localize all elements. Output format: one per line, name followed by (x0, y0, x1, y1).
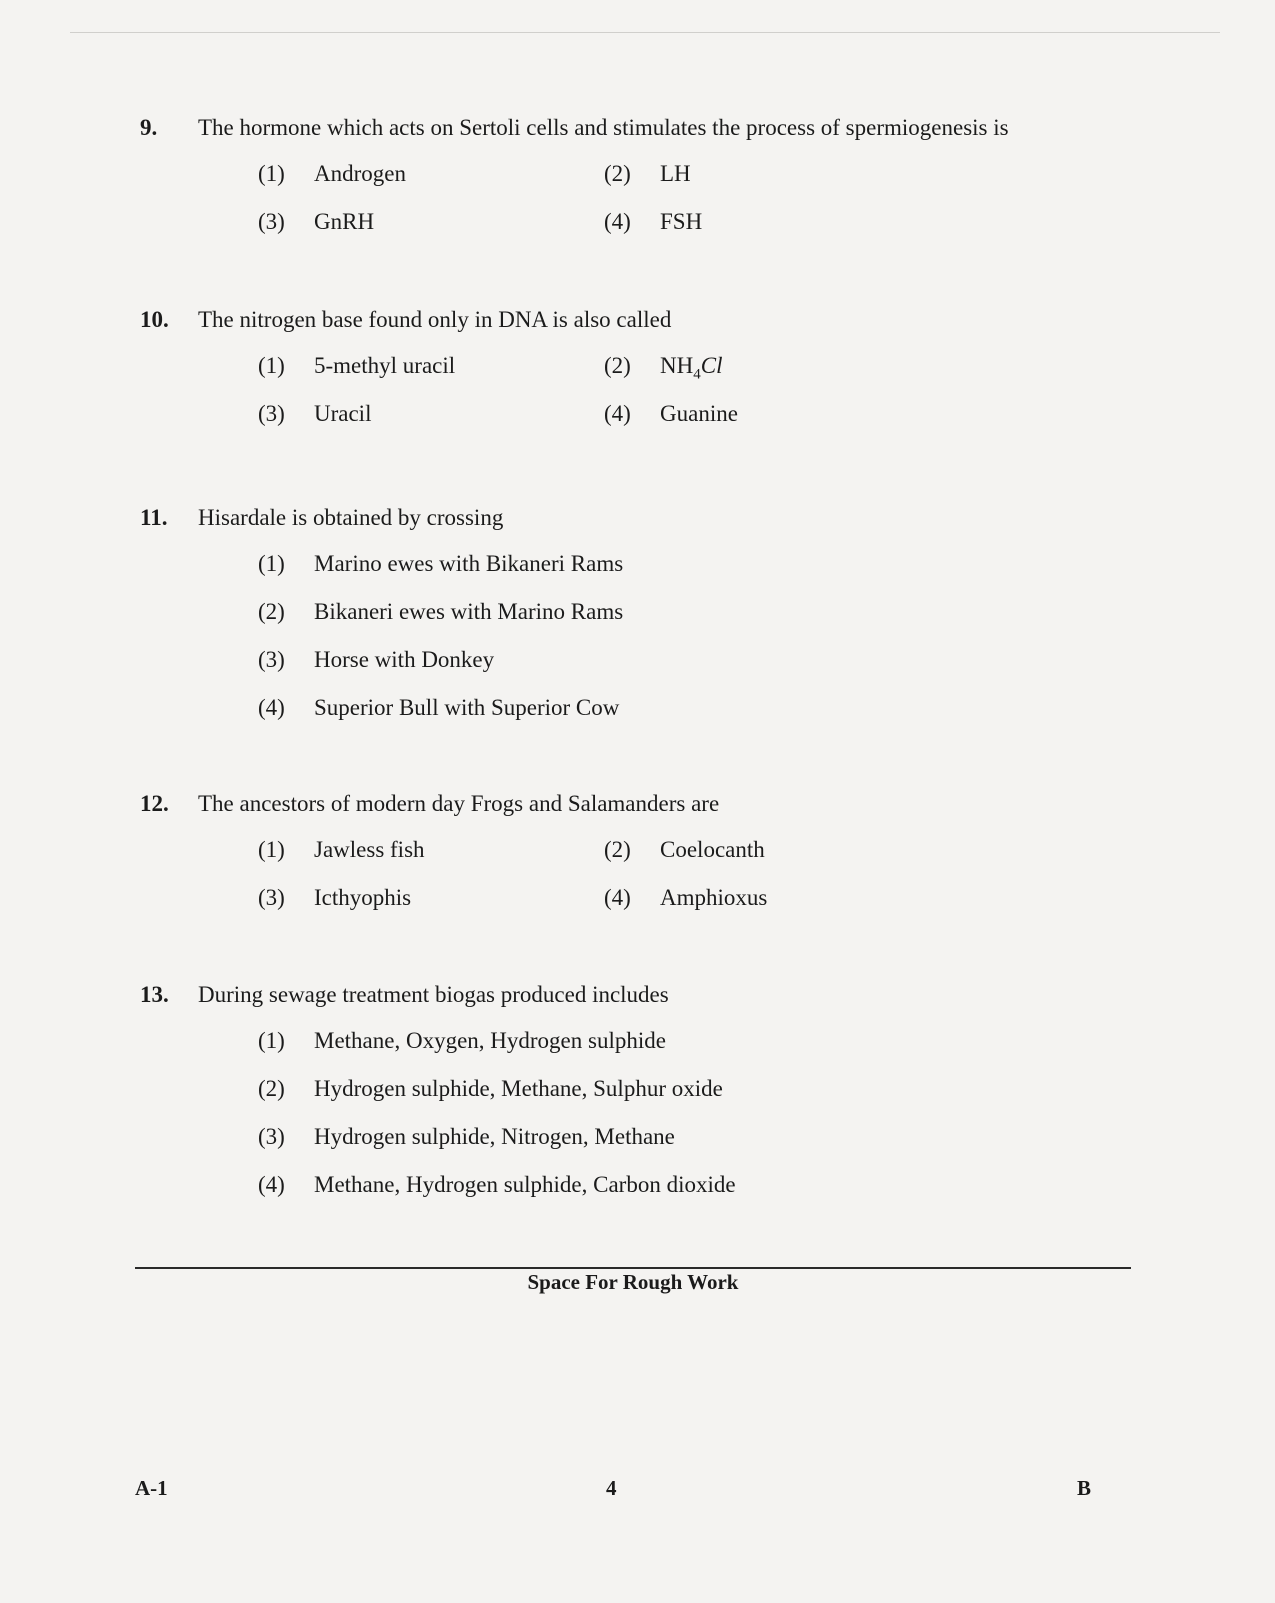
option-2 (258, 1075, 1140, 1103)
rough-work-divider (135, 1267, 1131, 1269)
option-3 (258, 208, 604, 236)
option-text: Hydrogen sulphide, Methane, Sulphur oxide (314, 1076, 723, 1101)
option-text: Superior Bull with Superior Cow (314, 695, 620, 720)
option-3 (258, 884, 604, 912)
question-number: 13. (140, 982, 169, 1007)
question-9 (140, 114, 1140, 236)
option-text: Icthyophis (314, 885, 412, 910)
option-1 (258, 160, 604, 188)
option-number: (2) (604, 837, 631, 862)
option-4 (604, 208, 904, 236)
option-4 (604, 400, 904, 428)
question-text: The nitrogen base found only in DNA is also called (198, 307, 672, 332)
option-text: Uracil (314, 401, 372, 426)
option-number: (3) (258, 401, 285, 426)
question-11 (140, 504, 1140, 742)
option-number: (1) (258, 551, 285, 576)
option-number: (4) (258, 695, 285, 720)
option-text: Marino ewes with Bikaneri Rams (314, 551, 624, 576)
option-number: (4) (604, 209, 631, 234)
option-number: (4) (604, 885, 631, 910)
option-1 (258, 352, 604, 380)
question-number: 12. (140, 791, 169, 816)
option-number: (4) (258, 1172, 285, 1197)
option-number: (2) (258, 1076, 285, 1101)
option-text: Coelocanth (660, 837, 765, 862)
question-text: The hormone which acts on Sertoli cells and stimulates the process of spermiogenesis is (198, 115, 1009, 140)
option-text: Horse with Donkey (314, 647, 495, 672)
question-10 (140, 306, 1140, 428)
option-text: GnRH (314, 209, 375, 234)
option-3 (258, 400, 604, 428)
option-3 (258, 646, 1140, 674)
option-2 (258, 598, 1140, 626)
option-number: (1) (258, 353, 285, 378)
question-12 (140, 790, 1140, 912)
option-text-formula (660, 352, 723, 383)
formula-base: NH (660, 353, 694, 378)
question-number: 9. (140, 115, 158, 140)
top-divider (70, 32, 1220, 33)
option-2 (604, 352, 904, 383)
option-text: 5-methyl uracil (314, 353, 456, 378)
formula-subscript: 4 (693, 366, 701, 383)
option-text: FSH (660, 209, 703, 234)
option-2 (604, 160, 904, 188)
option-text: Androgen (314, 161, 406, 186)
option-number: (3) (258, 885, 285, 910)
paper-code: A-1 (135, 1476, 168, 1500)
option-number: (3) (258, 647, 285, 672)
option-4 (604, 884, 904, 912)
question-text: The ancestors of modern day Frogs and Salamanders are (198, 791, 720, 816)
option-text: Hydrogen sulphide, Nitrogen, Methane (314, 1124, 675, 1149)
question-number: 11. (140, 505, 168, 530)
option-number: (1) (258, 161, 285, 186)
option-number: (1) (258, 1028, 285, 1053)
question-text: Hisardale is obtained by crossing (198, 505, 504, 530)
option-1 (258, 550, 1140, 578)
option-4 (258, 1171, 1140, 1199)
question-13 (140, 981, 1140, 1219)
option-3 (258, 1123, 1140, 1151)
option-text: Jawless fish (314, 837, 425, 862)
option-text: Methane, Oxygen, Hydrogen sulphide (314, 1028, 666, 1053)
option-text: LH (660, 161, 691, 186)
option-4 (258, 694, 1140, 722)
option-number: (2) (604, 353, 631, 378)
option-number: (4) (604, 401, 631, 426)
option-1 (258, 1027, 1140, 1055)
formula-tail: Cl (700, 353, 723, 378)
option-number: (1) (258, 837, 285, 862)
rough-work-label: Space For Rough Work (527, 1270, 739, 1294)
option-text: Bikaneri ewes with Marino Rams (314, 599, 624, 624)
option-number: (2) (604, 161, 631, 186)
option-number: (2) (258, 599, 285, 624)
page-number: 4 (606, 1476, 617, 1500)
option-2 (604, 836, 904, 864)
series-code: B (1077, 1476, 1092, 1500)
option-text: Methane, Hydrogen sulphide, Carbon dioxide (314, 1172, 736, 1197)
question-number: 10. (140, 307, 169, 332)
question-text: During sewage treatment biogas produced includes (198, 982, 669, 1007)
option-text: Amphioxus (660, 885, 768, 910)
option-number: (3) (258, 209, 285, 234)
option-text: Guanine (660, 401, 738, 426)
option-1 (258, 836, 604, 864)
option-number: (3) (258, 1124, 285, 1149)
